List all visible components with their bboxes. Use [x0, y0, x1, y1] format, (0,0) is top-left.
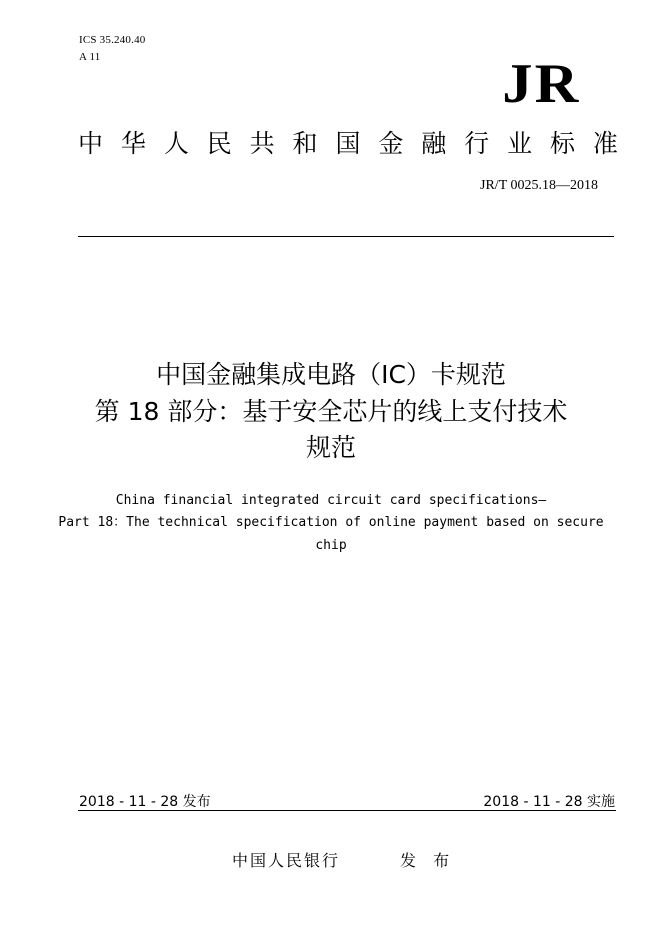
ics-code: ICS 35.240.40: [79, 34, 146, 46]
standard-char: 金: [378, 129, 404, 158]
footer-divider: [78, 810, 616, 811]
standard-char: 准: [592, 129, 618, 158]
title-en-line-1: China financial integrated circuit card specifications—: [115, 493, 547, 508]
standard-char: 和: [292, 129, 318, 158]
title-en-line-3: chip: [315, 538, 347, 553]
issue-label: 发 布: [400, 851, 456, 870]
title-en-line-2: Part 18：The technical specification of online payment based on secure: [58, 515, 604, 530]
standard-char: 国: [335, 129, 361, 158]
issuing-authority: 中国人民银行: [232, 851, 341, 870]
standard-char: 共: [249, 129, 275, 158]
standard-char: 融: [421, 129, 447, 158]
title-zh-line-2: 第 18 部分：基于安全芯片的线上支付技术: [94, 397, 568, 426]
standard-category-title: [78, 127, 618, 161]
standard-char: 行: [464, 129, 490, 158]
publish-date: 2018 - 11 - 28 发布: [79, 794, 211, 810]
ccs-code: A 11: [79, 51, 101, 63]
standard-char: 标: [549, 129, 575, 158]
title-zh-line-1: 中国金融集成电路（IC）卡规范: [156, 360, 506, 389]
standard-char: 中: [78, 129, 104, 158]
standard-char: 人: [163, 129, 189, 158]
standard-char: 华: [120, 129, 146, 158]
header-divider: [78, 236, 614, 237]
standard-number: JR/T 0025.18—2018: [480, 178, 598, 193]
implement-date: 2018 - 11 - 28 实施: [483, 794, 615, 810]
title-zh-line-3: 规范: [305, 433, 356, 462]
jr-logo: JR: [501, 53, 580, 115]
standard-char: 民: [206, 129, 232, 158]
standard-char: 业: [507, 129, 533, 158]
